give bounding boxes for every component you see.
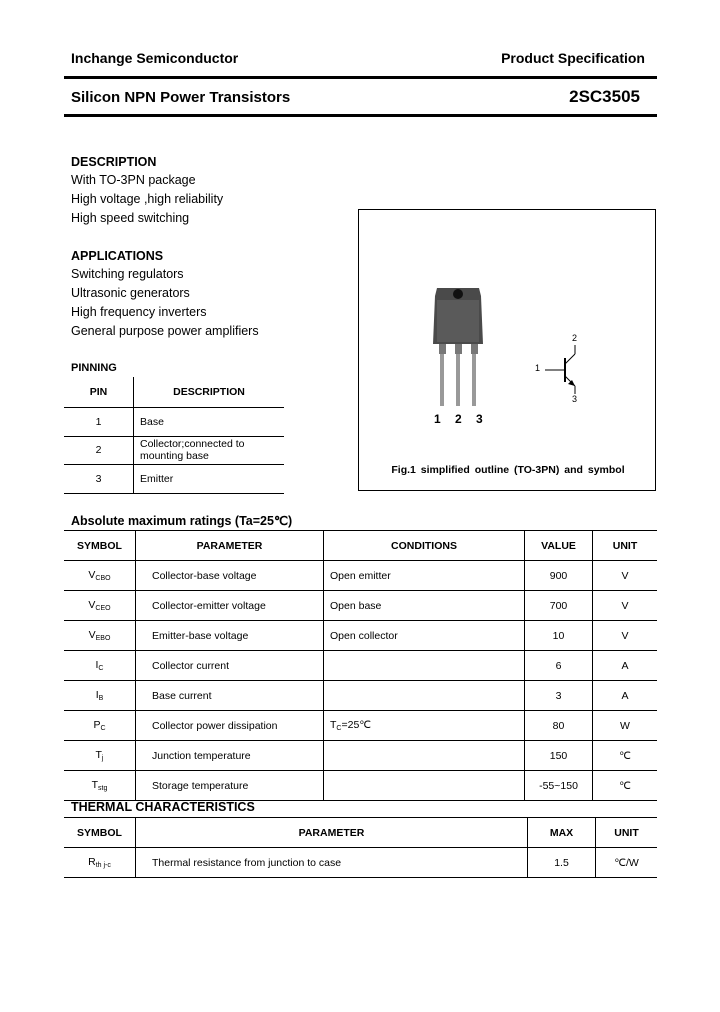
table-row <box>64 464 284 493</box>
pin-number: 1 <box>95 415 102 428</box>
ratings-table <box>64 530 657 801</box>
unit-cell: W <box>593 711 658 741</box>
table-row <box>64 436 284 464</box>
symbol-header: SYMBOL <box>77 539 122 552</box>
part-number: 2SC3505 <box>569 87 640 106</box>
value-cell: 3 <box>525 681 593 711</box>
conditions-cell <box>324 741 525 771</box>
description-list <box>71 171 223 228</box>
symbol-letter: V <box>88 629 96 641</box>
pin-number: 3 <box>95 472 102 485</box>
value-cell: 6 <box>525 651 593 681</box>
unit-cell: V <box>593 561 658 591</box>
symbol-subscript: C <box>98 665 104 672</box>
symbol-cell <box>64 741 136 771</box>
parameter-cell: Collector power dissipation <box>136 711 324 741</box>
table-row <box>64 561 657 591</box>
symbol-letter: I <box>95 689 99 701</box>
applications-list <box>71 265 259 341</box>
parameter-cell: Emitter-base voltage <box>136 621 324 651</box>
conditions-cell <box>324 771 525 801</box>
parameter-cell: Collector-emitter voltage <box>136 591 324 621</box>
symbol-subscript: stg <box>98 785 108 792</box>
doc-type: Product Specification <box>501 50 645 66</box>
symbol-subscript: EBO <box>95 635 111 642</box>
symbol-subscript: C <box>100 725 106 732</box>
company-name: Inchange Semiconductor <box>71 50 239 66</box>
conditions-cell <box>324 711 525 741</box>
pin-description: Base <box>134 407 285 436</box>
package-pin-2-label: 2 <box>455 412 462 426</box>
package-pin-1-label: 1 <box>434 412 441 426</box>
symbol-letter: T <box>95 749 102 761</box>
unit-header: UNIT <box>596 818 658 848</box>
pin-desc-header: DESCRIPTION <box>134 377 285 407</box>
pin-description: Emitter <box>134 464 285 493</box>
unit-cell: ℃/W <box>596 848 658 878</box>
value-header: VALUE <box>525 531 593 561</box>
symbol-letter: P <box>93 719 101 731</box>
header-rule-bottom <box>64 114 657 117</box>
conditions-header: CONDITIONS <box>324 531 525 561</box>
conditions-cell <box>324 651 525 681</box>
table-row <box>64 651 657 681</box>
conditions-cell: Open base <box>324 591 525 621</box>
unit-cell: V <box>593 621 658 651</box>
parameter-cell: Base current <box>136 681 324 711</box>
symbol-cell <box>64 621 136 651</box>
pinning-table <box>64 377 284 494</box>
unit-cell: ℃ <box>593 771 658 801</box>
applications-title: APPLICATIONS <box>71 249 164 263</box>
symbol-emitter-label: 3 <box>572 394 578 404</box>
product-line: Silicon NPN Power Transistors <box>71 89 291 106</box>
symbol-subscript: th j-c <box>95 862 111 869</box>
unit-cell: V <box>593 591 658 621</box>
symbol-cell <box>64 591 136 621</box>
symbol-subscript: B <box>98 695 104 702</box>
symbol-letter: R <box>88 856 96 868</box>
symbol-collector-label: 2 <box>572 333 578 343</box>
unit-cell: A <box>593 651 658 681</box>
symbol-letter: T <box>91 779 99 791</box>
max-header: MAX <box>528 818 596 848</box>
symbol-subscript: j <box>101 755 104 762</box>
parameter-cell: Junction temperature <box>136 741 324 771</box>
value-cell: -55~150 <box>525 771 593 801</box>
description-item: With TO-3PN package <box>71 173 196 187</box>
ratings-title: Absolute maximum ratings (Ta=25℃) <box>71 514 293 528</box>
condition-subscript: C <box>336 725 342 732</box>
table-row <box>64 407 284 436</box>
conditions-cell: Open emitter <box>324 561 525 591</box>
application-item: Ultrasonic generators <box>71 286 190 300</box>
parameter-cell: Thermal resistance from junction to case <box>136 848 528 878</box>
figure-caption: Fig.1 simplified outline (TO-3PN) and symbol <box>391 464 625 476</box>
symbol-cell <box>64 711 136 741</box>
value-cell: 700 <box>525 591 593 621</box>
condition-rest: =25℃ <box>341 719 372 731</box>
value-cell: 10 <box>525 621 593 651</box>
condition-symbol: T <box>330 719 337 731</box>
symbol-subscript: CEO <box>95 605 111 612</box>
application-item: General purpose power amplifiers <box>71 324 259 338</box>
table-row <box>64 681 657 711</box>
header-rule-top <box>64 76 657 79</box>
table-row <box>64 741 657 771</box>
table-row <box>64 771 657 801</box>
symbol-header: SYMBOL <box>77 826 122 839</box>
symbol-cell <box>64 848 136 878</box>
parameter-cell: Collector current <box>136 651 324 681</box>
table-row <box>64 711 657 741</box>
value-cell: 150 <box>525 741 593 771</box>
description-item: High voltage ,high reliability <box>71 192 224 206</box>
unit-header: UNIT <box>593 531 658 561</box>
symbol-cell <box>64 771 136 801</box>
symbol-base-label: 1 <box>535 363 541 373</box>
pinning-title: PINNING <box>71 362 117 374</box>
description-title: DESCRIPTION <box>71 155 157 169</box>
value-cell: 80 <box>525 711 593 741</box>
symbol-cell <box>64 561 136 591</box>
conditions-cell: Open collector <box>324 621 525 651</box>
symbol-letter: V <box>88 569 96 581</box>
symbol-subscript: CBO <box>95 575 111 582</box>
pin-number: 2 <box>95 444 102 456</box>
table-row <box>64 591 657 621</box>
pin-description: Collector;connected to mounting base <box>134 436 285 464</box>
package-pin-3-label: 3 <box>476 412 483 426</box>
thermal-table <box>64 817 657 878</box>
application-item: Switching regulators <box>71 267 184 281</box>
conditions-cell <box>324 681 525 711</box>
symbol-cell <box>64 681 136 711</box>
parameter-header: PARAMETER <box>136 531 324 561</box>
figure-box <box>358 209 656 491</box>
symbol-letter: I <box>95 659 99 671</box>
thermal-title: THERMAL CHARACTERISTICS <box>71 800 255 814</box>
symbol-letter: V <box>88 599 96 611</box>
parameter-header: PARAMETER <box>136 818 528 848</box>
table-row <box>64 621 657 651</box>
symbol-cell <box>64 651 136 681</box>
unit-cell: ℃ <box>593 741 658 771</box>
max-cell: 1.5 <box>528 848 596 878</box>
table-row <box>64 848 657 878</box>
parameter-cell: Collector-base voltage <box>136 561 324 591</box>
description-item: High speed switching <box>71 211 190 225</box>
pin-header: PIN <box>89 385 108 398</box>
value-cell: 900 <box>525 561 593 591</box>
parameter-cell: Storage temperature <box>136 771 324 801</box>
application-item: High frequency inverters <box>71 305 207 319</box>
unit-cell: A <box>593 681 658 711</box>
npn-symbol-icon <box>359 210 657 492</box>
